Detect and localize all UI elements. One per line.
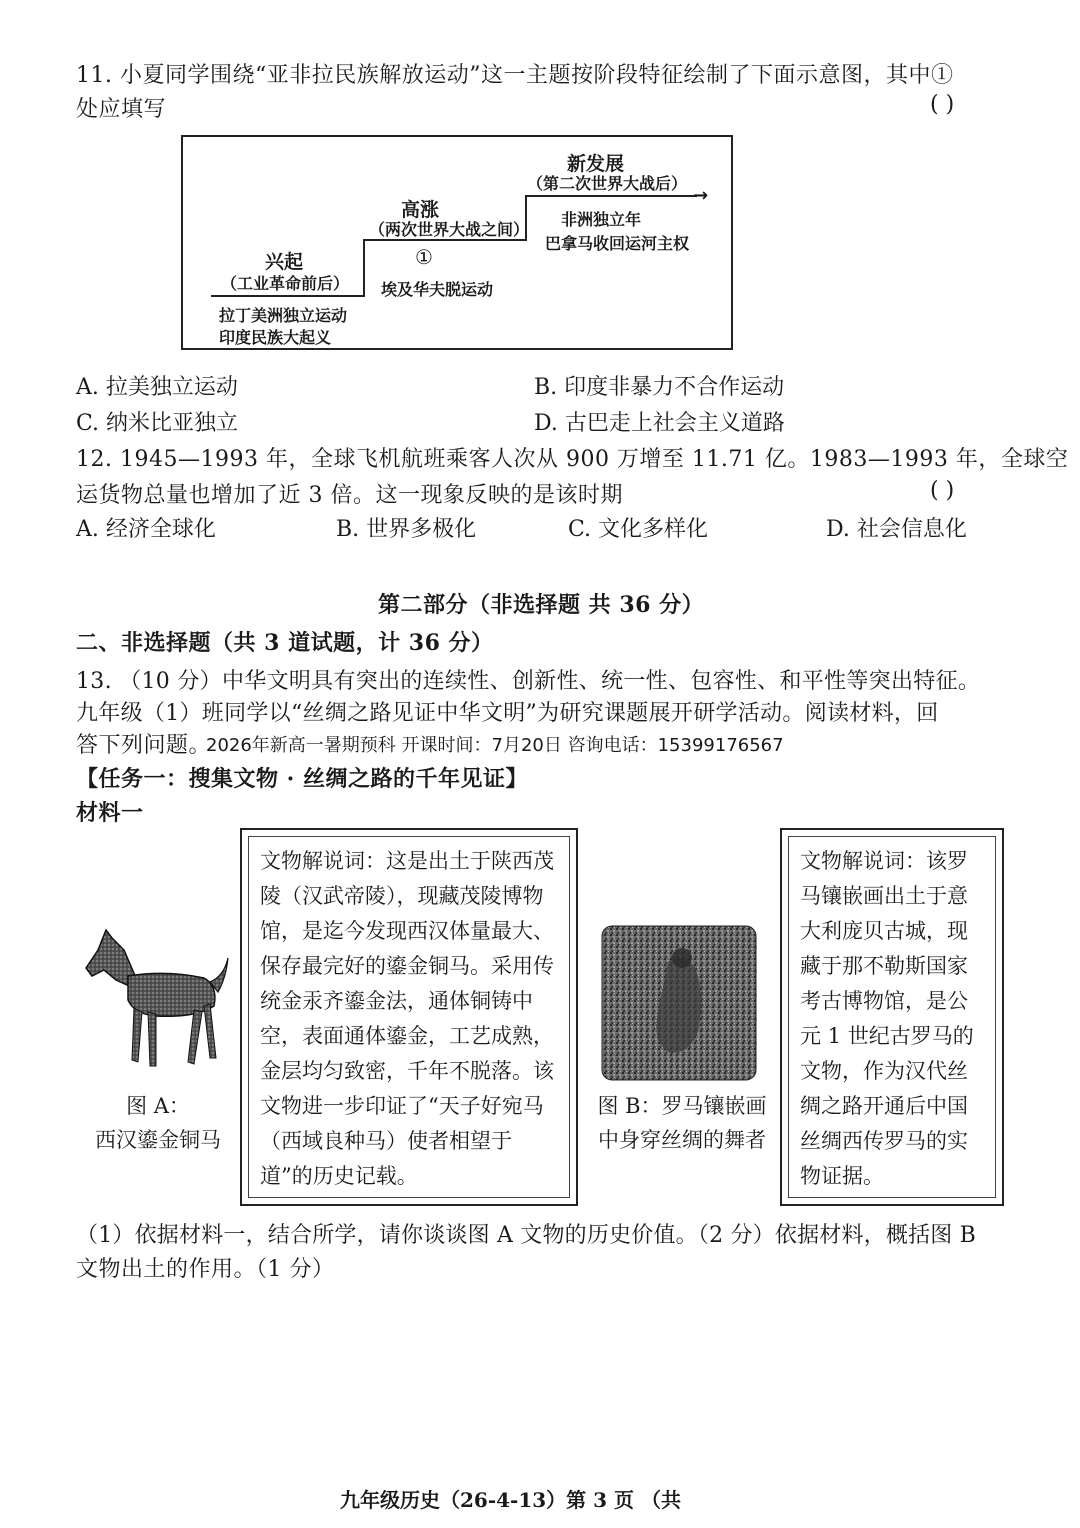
- step3-line: [525, 195, 697, 197]
- q13-line3: 答下列问题。: [76, 733, 212, 758]
- artifact-b-description: 文物解说词：该罗马镶嵌画出土于意大利庞贝古城，现藏于那不勒斯国家考古博物馆，是公元 1 世纪古罗马的文物，作为汉代丝绸之路开通后中国丝绸西传罗马的实物证据。: [800, 849, 974, 1188]
- q12-option-b[interactable]: B. 世界多极化: [336, 517, 477, 542]
- stage3-item1: 非洲独立年: [561, 210, 642, 229]
- stage2-sub: （两次世界大战之间）: [369, 220, 530, 239]
- stage2-item: 埃及华夫脱运动: [381, 280, 494, 299]
- stage2-blank: ①: [415, 245, 433, 269]
- stage3-title: 新发展: [567, 153, 625, 175]
- q11-option-c[interactable]: C. 纳米比亚独立: [76, 411, 239, 436]
- q13-line2: 九年级（1）班同学以“丝绸之路见证中华文明”为研究课题展开研学活动。阅读材料，回: [76, 701, 939, 726]
- gilt-bronze-horse-image: [76, 920, 236, 1080]
- q12-line2: 运货物总量也增加了近 3 倍。这一现象反映的是该时期: [76, 483, 623, 508]
- q11-option-a[interactable]: A. 拉美独立运动: [76, 375, 238, 400]
- stage1-sub: （工业革命前后）: [221, 274, 350, 293]
- ad-banner: 2026年新高一暑期预科 开课时间：7月20日 咨询电话：15399176567: [206, 735, 784, 756]
- q11-answer-paren: ( ): [930, 92, 955, 117]
- q12-option-a[interactable]: A. 经济全球化: [76, 517, 216, 542]
- q11-line1: 11. 小夏同学围绕“亚非拉民族解放运动”这一主题按阶段特征绘制了下面示意图，其中①: [76, 63, 954, 88]
- stage1-item1: 拉丁美洲独立运动: [219, 306, 348, 325]
- q12-option-c[interactable]: C. 文化多样化: [568, 517, 709, 542]
- q11-diagram: [181, 135, 733, 350]
- stage1-item2: 印度民族大起义: [219, 328, 332, 347]
- page-footer: 九年级历史（26-4-13）第 3 页 （共: [340, 1488, 681, 1512]
- roman-mosaic-image: [598, 922, 760, 1084]
- step1-line: [211, 295, 363, 297]
- figure-b-caption-2: 中身穿丝绸的舞者: [598, 1128, 766, 1152]
- q11-option-d[interactable]: D. 古巴走上社会主义道路: [534, 411, 785, 436]
- artifact-b-description-box: [780, 828, 1004, 1206]
- artifact-a-description-box: [240, 828, 578, 1206]
- stage3-sub: （第二次世界大战后）: [527, 174, 688, 193]
- section-heading: 二、非选择题（共 3 道试题，计 36 分）: [76, 630, 494, 656]
- artifact-a-description: 文物解说词：这是出土于陕西茂陵（汉武帝陵），现藏茂陵博物馆，是迄今发现西汉体量最大、保存最完好的鎏金铜马。采用传统金汞齐鎏金法，通体铜铸中空，表面通体鎏金，工艺成熟，金层均匀致密，千年不脱落。该文物进一步印证了“天子好宛马（西域良种马）使者相望于道”的历史记载。: [260, 849, 554, 1188]
- q13-sub1-line2: 文物出土的作用。（1 分）: [76, 1257, 335, 1282]
- arrow-head-icon: →: [693, 185, 709, 206]
- q13-line1: 13. （10 分）中华文明具有突出的连续性、创新性、统一性、包容性、和平性等突出特征。: [76, 669, 981, 694]
- stage1-title: 兴起: [265, 251, 304, 273]
- figure-a-caption-1: 图 A：: [126, 1094, 190, 1118]
- stage3-item2: 巴拿马收回运河主权: [545, 234, 690, 253]
- q11-line2: 处应填写: [76, 97, 167, 122]
- q13-sub1-line1: （1）依据材料一，结合所学，请你谈谈图 A 文物的历史价值。（2 分）依据材料，概括图 B: [76, 1223, 977, 1248]
- q12-answer-paren: ( ): [930, 478, 955, 503]
- figure-a-caption-2: 西汉鎏金铜马: [95, 1128, 221, 1152]
- task1-heading: 【任务一：搜集文物 · 丝绸之路的千年见证】: [76, 766, 528, 792]
- figure-b-caption-1: 图 B：罗马镶嵌画: [597, 1094, 767, 1118]
- part2-title: 第二部分（非选择题 共 36 分）: [378, 592, 705, 618]
- stage2-title: 高涨: [401, 199, 440, 221]
- material1-label: 材料一: [76, 800, 144, 826]
- q12-line1: 12. 1945—1993 年，全球飞机航班乘客人次从 900 万增至 11.71 亿。1983—1993 年，全球空: [76, 447, 1069, 472]
- step1-riser: [363, 239, 365, 297]
- q12-option-d[interactable]: D. 社会信息化: [826, 517, 967, 542]
- q11-option-b[interactable]: B. 印度非暴力不合作运动: [534, 375, 785, 400]
